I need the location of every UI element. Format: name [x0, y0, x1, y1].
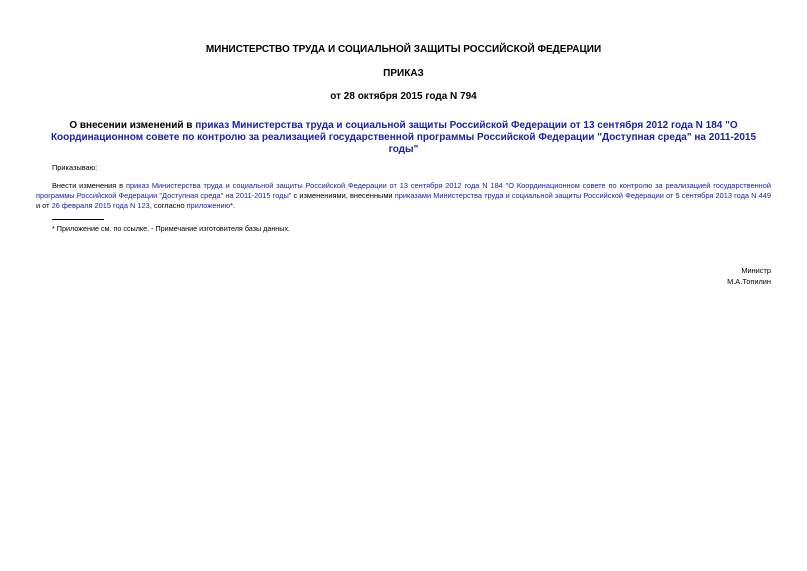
order-subject [36, 120, 771, 156]
decree-word: Приказываю: [52, 163, 98, 172]
signature-title: Министр [741, 266, 771, 275]
para-mid-3: , согласно [149, 201, 187, 210]
orders-449-link[interactable]: приказами Министерства труда и социальной защиты Российской Федерации от 5 сентября 2013 года N 449 [394, 191, 771, 200]
subject-order-link[interactable]: приказ Министерства труда и социальной защиты Российской Федерации от 13 сентября 2012 года N 184 "О Координационном совете по контролю за реализацией государственной программы Российской Федерации "Доступная среда" на 2011-2015 годы" [50, 120, 757, 155]
order-123-link[interactable]: 26 февраля 2015 года N 123 [51, 201, 150, 210]
ministry-heading: МИНИСТЕРСТВО ТРУДА И СОЦИАЛЬНОЙ ЗАЩИТЫ РОССИЙСКОЙ ФЕДЕРАЦИИ [205, 44, 602, 55]
para-mid-1: с изменениями, внесенными [291, 191, 395, 200]
order-date-number: от 28 октября 2015 года N 794 [330, 91, 477, 102]
order-title: ПРИКАЗ [383, 68, 424, 79]
footnote-divider [52, 219, 104, 220]
subject-prefix: О внесении изменений в [69, 120, 196, 131]
signature-name: М.А.Топилин [727, 277, 771, 286]
para-suffix: *. [230, 201, 236, 210]
order-184-link[interactable]: приказ Министерства труда и социальной защиты Российской Федерации от 13 сентября 2012 года N 184 "О Координационном совете по контролю за реализацией государственной программы Российской Федерации "Доступная среда" на 2011-2015 годы" [36, 181, 771, 200]
para-mid-2: и от [36, 201, 52, 210]
footnote: * Приложение см. по ссылке. - Примечание изготовителя базы данных. [52, 224, 291, 233]
para-prefix: Внести изменения в [52, 181, 126, 190]
body-paragraph [36, 181, 771, 211]
appendix-link[interactable]: приложению [186, 201, 231, 210]
